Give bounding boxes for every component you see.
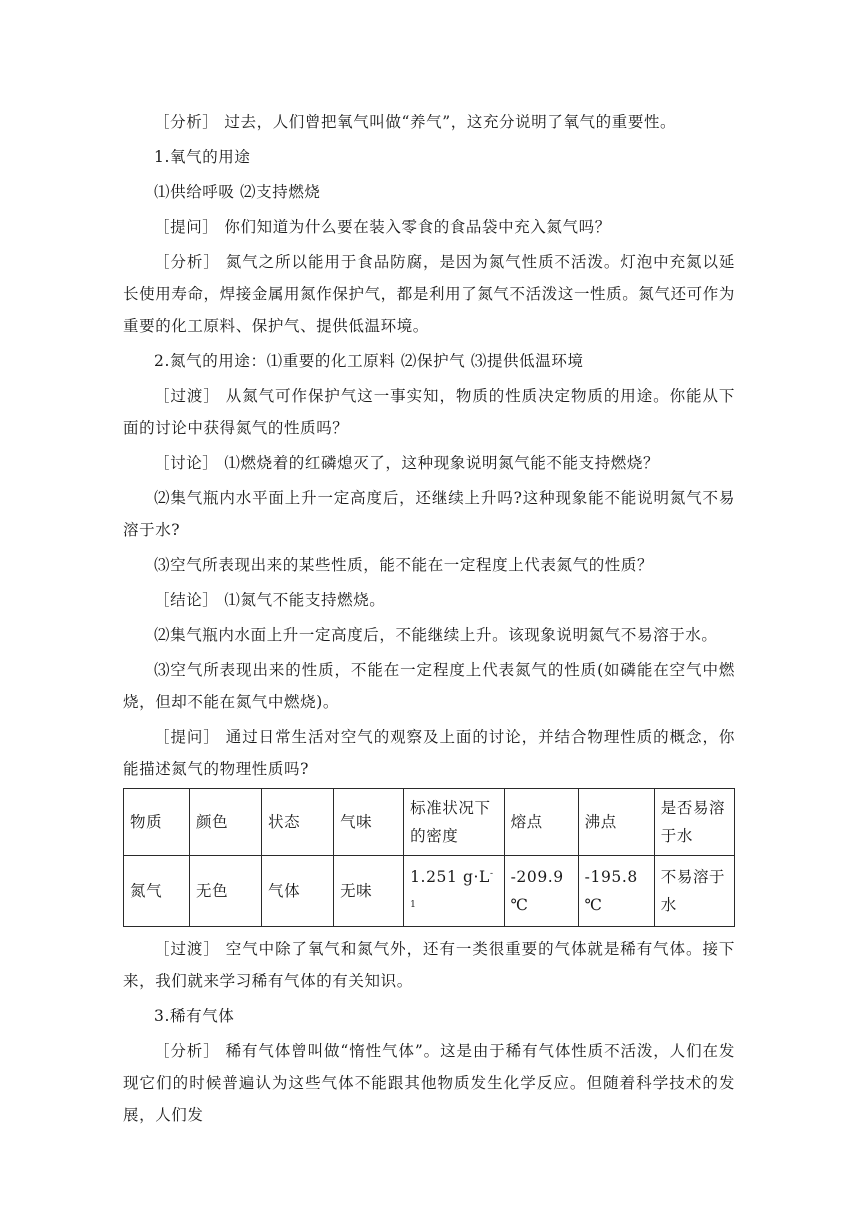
heading-noble-gases: 3.稀有气体 [154, 1007, 235, 1026]
paragraph-transition-noble-gases: ［过渡］ 空气中除了氧气和氮气外，还有一类很重要的气体就是稀有气体。接下来，我们就来学习稀有气体的有关知识。 [123, 940, 736, 991]
label-transition: ［过渡］ [154, 940, 220, 959]
paragraph-discussion-2: ⑵集气瓶内水平面上升一定高度后，还继续上升吗?这种现象能不能说明氮气不易溶于水? [123, 489, 735, 539]
table-header-cell: 熔点 [504, 789, 578, 856]
label-conclusion: ［结论］ [154, 591, 219, 609]
table-row [124, 856, 735, 927]
table-cell-boiling-point: -195.8 ℃ [578, 856, 654, 927]
table-cell-state: 气体 [262, 856, 334, 927]
paragraph-question-nitrogen-bag: ［提问］ 你们知道为什么要在装入零食的食品袋中充入氮气吗？ [154, 218, 611, 236]
table-header-cell: 气味 [334, 789, 404, 856]
document-body [123, 106, 735, 1134]
paragraph-analysis-oxygen: ［分析］ 过去，人们曾把氧气叫做“养气”，这充分说明了氧气的重要性。 [154, 113, 677, 131]
label-question: ［提问］ [154, 728, 220, 746]
paragraph-question-physical: ［提问］ 通过日常生活对空气的观察及上面的讨论，并结合物理性质的概念，你能描述氮气的物理性质吗? [123, 728, 736, 778]
paragraph-discussion-3: ⑶空气所表现出来的某些性质，能不能在一定程度上代表氮气的性质？ [154, 556, 654, 574]
table-cell-solubility: 不易溶于水 [654, 856, 734, 927]
list-oxygen-uses: ⑴供给呼吸 ⑵支持燃烧 [154, 183, 321, 201]
table-cell-melting-point: -209.9 ℃ [504, 856, 578, 927]
paragraph-analysis-nitrogen: ［分析］ 氮气之所以能用于食品防腐，是因为氮气性质不活泼。灯泡中充氮以延长使用寿命，焊接金属用氮作保护气，都是利用了氮气不活泼这一性质。氮气还可作为重要的化工原料、保护气、提供低温环境。 [123, 253, 736, 335]
table-header-cell: 标准状况下的密度 [404, 789, 504, 856]
nitrogen-properties-table [123, 788, 735, 927]
paragraph-analysis-noble-gases: ［分析］ 稀有气体曾叫做“惰性气体”。这是由于稀有气体性质不活泼，人们在发现它们的时候普遍认为这些气体不能跟其他物质发生化学反应。但随着科学技术的发展，人们发 [123, 1042, 735, 1125]
label-question: ［提问］ [154, 218, 219, 236]
paragraph-conclusion-2: ⑵集气瓶内水面上升一定高度后，不能继续上升。该现象说明氮气不易溶于水。 [154, 626, 718, 644]
table-cell-color: 无色 [189, 856, 261, 927]
table-cell-substance: 氮气 [124, 856, 190, 927]
table-header-cell: 状态 [262, 789, 334, 856]
table-header-cell: 物质 [124, 789, 190, 856]
label-analysis: ［分析］ [154, 253, 220, 271]
label-analysis: ［分析］ [154, 1042, 220, 1061]
table-header-cell: 是否易溶于水 [654, 789, 734, 856]
table-header-cell: 沸点 [578, 789, 654, 856]
heading-nitrogen-uses: 2.氮气的用途：⑴重要的化工原料 ⑵保护气 ⑶提供低温环境 [154, 352, 584, 370]
table-cell-density: 1.251 $g\cdot L^{-1}$ [404, 856, 504, 927]
density-unit-exponent: -1 [410, 869, 494, 911]
table-cell-odor: 无味 [334, 856, 404, 927]
label-analysis: ［分析］ [154, 113, 219, 131]
paragraph-conclusion-1: ［结论］ ⑴氮气不能支持燃烧。 [154, 591, 386, 609]
label-transition: ［过渡］ [154, 387, 220, 405]
paragraph-discussion-1: ［讨论］ ⑴燃烧着的红磷熄灭了，这种现象说明氮气能不能支持燃烧？ [154, 454, 660, 472]
table-header-cell: 颜色 [189, 789, 261, 856]
paragraph-transition-properties: ［过渡］ 从氮气可作保护气这一事实知，物质的性质决定物质的用途。你能从下面的讨论中获得氮气的性质吗？ [123, 387, 736, 437]
table-header-row [124, 789, 735, 856]
paragraph-conclusion-3: ⑶空气所表现出来的性质，不能在一定程度上代表氮气的性质(如磷能在空气中燃烧，但却不能在氮气中燃烧)。 [123, 661, 735, 711]
heading-oxygen-uses: 1.氧气的用途 [154, 148, 251, 166]
label-discussion: ［讨论］ [154, 454, 219, 472]
